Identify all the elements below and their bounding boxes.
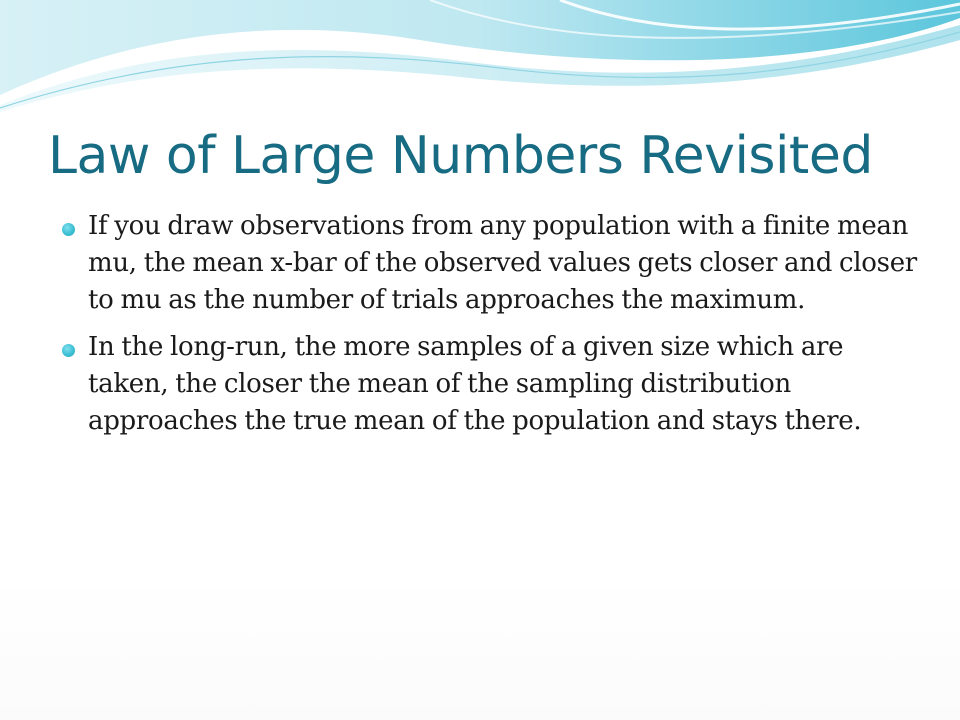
bullet-dot-icon [62, 223, 75, 236]
header-wave-decoration [0, 0, 960, 120]
bullet-text: If you draw observations from any population with a finite mean mu, the mean x-bar of the observed values gets closer and closer to mu as the number of trials approaches the maximum. [88, 211, 917, 315]
bullet-list [60, 208, 920, 450]
bullet-dot-icon [62, 344, 75, 357]
bullet-item [60, 208, 920, 319]
bullet-text: In the long-run, the more samples of a given size which are taken, the closer the mean of the sampling distribution approaches the true mean of the population and stays there. [88, 332, 862, 436]
bullet-item [60, 329, 920, 440]
slide-title: Law of Large Numbers Revisited [48, 126, 873, 186]
